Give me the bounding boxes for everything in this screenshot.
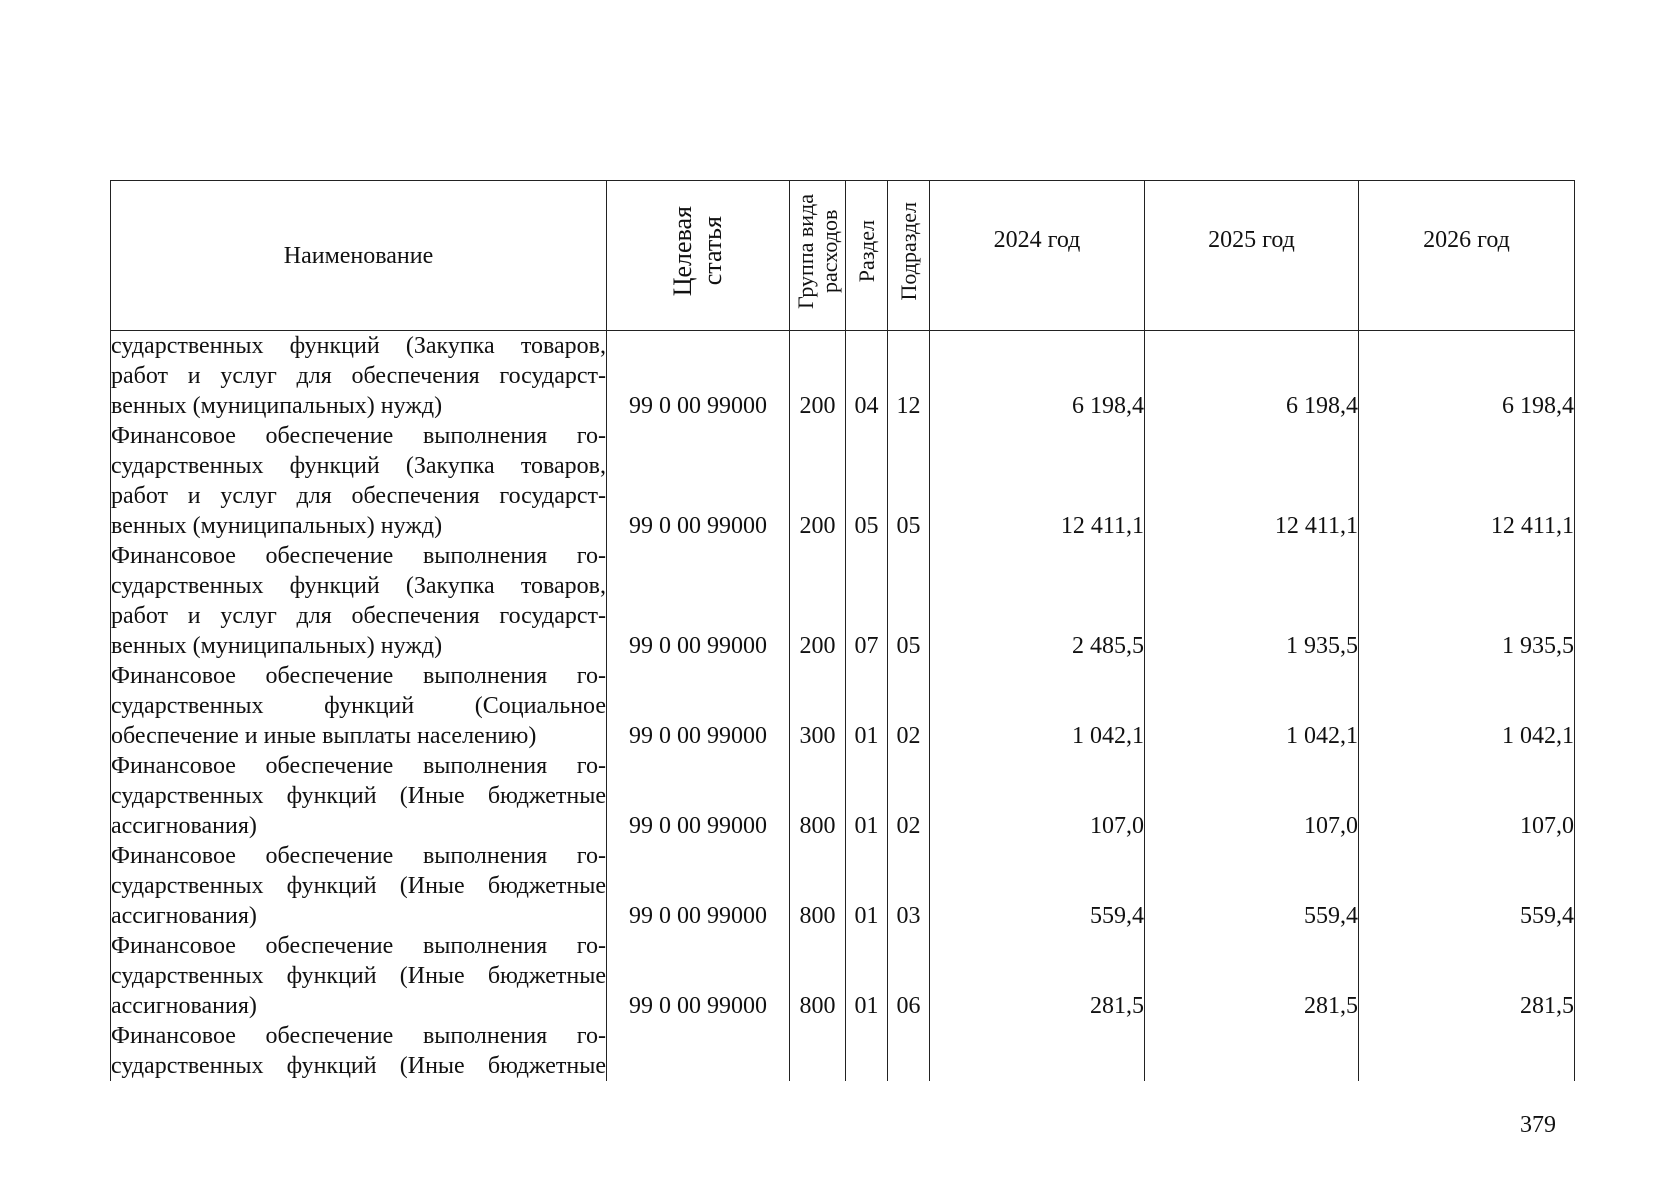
row-value-2024: 2 485,5: [930, 541, 1145, 661]
row-section: 01: [846, 841, 888, 931]
header-expense-group: Группа вида расходов: [790, 181, 846, 331]
row-value-2024: 107,0: [930, 751, 1145, 841]
table-row: [111, 841, 1575, 931]
row-expense-group: 200: [790, 331, 846, 422]
row-subsection: 05: [888, 541, 930, 661]
table-row: [111, 751, 1575, 841]
row-name-line: сударственных функций (Иные бюджетные: [111, 783, 606, 809]
header-name: Наименование: [111, 181, 607, 331]
table-body: [111, 331, 1575, 1082]
row-name-line: венных (муниципальных) нужд): [111, 513, 443, 539]
row-value-2026: 1 935,5: [1359, 541, 1575, 661]
table-row: [111, 931, 1575, 1021]
row-value-2024: [930, 1021, 1145, 1081]
row-section: 07: [846, 541, 888, 661]
row-name-line: обеспечение и иные выплаты населению): [111, 723, 537, 749]
table-row: [111, 421, 1575, 541]
row-value-2026: 107,0: [1359, 751, 1575, 841]
row-name-line: сударственных функций (Иные бюджетные: [111, 873, 606, 899]
row-target-article: 99 0 00 99000: [607, 421, 790, 541]
row-name-line: работ и услуг для обеспечения государст-: [111, 483, 606, 509]
row-value-2024: 12 411,1: [930, 421, 1145, 541]
row-expense-group: 800: [790, 841, 846, 931]
row-name-line: Финансовое обеспечение выполнения го-: [111, 843, 606, 869]
row-value-2024: 559,4: [930, 841, 1145, 931]
row-expense-group: 300: [790, 661, 846, 751]
row-section: 01: [846, 661, 888, 751]
row-value-2025: 1 042,1: [1145, 661, 1359, 751]
row-value-2025: 1 935,5: [1145, 541, 1359, 661]
table-row: [111, 541, 1575, 661]
header-2026: 2026 год: [1359, 181, 1575, 331]
row-name: [111, 661, 607, 751]
row-name: [111, 331, 607, 422]
budget-table: [110, 180, 1575, 1081]
row-value-2026: 1 042,1: [1359, 661, 1575, 751]
row-name-line: сударственных функций (Закупка товаров,: [111, 573, 606, 599]
row-expense-group: 800: [790, 931, 846, 1021]
table-row: [111, 331, 1575, 422]
row-target-article: 99 0 00 99000: [607, 841, 790, 931]
row-name-line: Финансовое обеспечение выполнения го-: [111, 663, 606, 689]
row-value-2026: [1359, 1021, 1575, 1081]
row-name-line: Финансовое обеспечение выполнения го-: [111, 933, 606, 959]
row-value-2026: 281,5: [1359, 931, 1575, 1021]
row-target-article: 99 0 00 99000: [607, 661, 790, 751]
row-subsection: 03: [888, 841, 930, 931]
row-name: [111, 421, 607, 541]
table-row: [111, 1021, 1575, 1081]
table-row: [111, 661, 1575, 751]
row-target-article: 99 0 00 99000: [607, 751, 790, 841]
row-value-2026: 12 411,1: [1359, 421, 1575, 541]
row-target-article: 99 0 00 99000: [607, 331, 790, 422]
row-value-2025: 6 198,4: [1145, 331, 1359, 422]
row-name-line: венных (муниципальных) нужд): [111, 633, 443, 659]
row-name-line: сударственных функций (Иные бюджетные: [111, 1053, 606, 1079]
row-expense-group: 200: [790, 421, 846, 541]
row-value-2026: 559,4: [1359, 841, 1575, 931]
row-expense-group: 200: [790, 541, 846, 661]
row-name-line: сударственных функций (Социальное: [111, 693, 606, 719]
row-section: 01: [846, 751, 888, 841]
row-section: [846, 1021, 888, 1081]
row-section: 05: [846, 421, 888, 541]
row-name-line: Финансовое обеспечение выполнения го-: [111, 1023, 606, 1049]
row-value-2025: 281,5: [1145, 931, 1359, 1021]
row-name-line: Финансовое обеспечение выполнения го-: [111, 543, 606, 569]
row-name: [111, 841, 607, 931]
header-2025: 2025 год: [1145, 181, 1359, 331]
row-name: [111, 931, 607, 1021]
row-target-article: [607, 1021, 790, 1081]
row-expense-group: [790, 1021, 846, 1081]
row-name-line: сударственных функций (Закупка товаров,: [111, 453, 606, 479]
header-row: [111, 181, 1575, 331]
row-value-2026: 6 198,4: [1359, 331, 1575, 422]
row-subsection: [888, 1021, 930, 1081]
row-name-line: ассигнования): [111, 903, 257, 929]
row-subsection: 05: [888, 421, 930, 541]
row-name: [111, 751, 607, 841]
row-expense-group: 800: [790, 751, 846, 841]
row-section: 01: [846, 931, 888, 1021]
row-name-line: Финансовое обеспечение выполнения го-: [111, 423, 606, 449]
row-name-line: работ и услуг для обеспечения государст-: [111, 363, 606, 389]
row-name-line: работ и услуг для обеспечения государст-: [111, 603, 606, 629]
row-target-article: 99 0 00 99000: [607, 541, 790, 661]
row-value-2025: [1145, 1021, 1359, 1081]
header-target-article: Целевая статья: [607, 181, 790, 331]
row-name: [111, 541, 607, 661]
row-value-2025: 559,4: [1145, 841, 1359, 931]
row-name-line: сударственных функций (Закупка товаров,: [111, 333, 606, 359]
row-target-article: 99 0 00 99000: [607, 931, 790, 1021]
row-value-2025: 12 411,1: [1145, 421, 1359, 541]
row-subsection: 12: [888, 331, 930, 422]
row-name-line: ассигнования): [111, 813, 257, 839]
row-name-line: Финансовое обеспечение выполнения го-: [111, 753, 606, 779]
row-subsection: 06: [888, 931, 930, 1021]
row-value-2024: 281,5: [930, 931, 1145, 1021]
page-number: 379: [1520, 1112, 1556, 1138]
row-name: [111, 1021, 607, 1081]
row-name-line: венных (муниципальных) нужд): [111, 393, 443, 419]
row-subsection: 02: [888, 751, 930, 841]
header-subsection: Подраздел: [888, 181, 930, 331]
row-section: 04: [846, 331, 888, 422]
header-2024: 2024 год: [930, 181, 1145, 331]
header-section: Раздел: [846, 181, 888, 331]
row-name-line: сударственных функций (Иные бюджетные: [111, 963, 606, 989]
row-value-2024: 6 198,4: [930, 331, 1145, 422]
row-subsection: 02: [888, 661, 930, 751]
row-name-line: ассигнования): [111, 993, 257, 1019]
row-value-2025: 107,0: [1145, 751, 1359, 841]
row-value-2024: 1 042,1: [930, 661, 1145, 751]
